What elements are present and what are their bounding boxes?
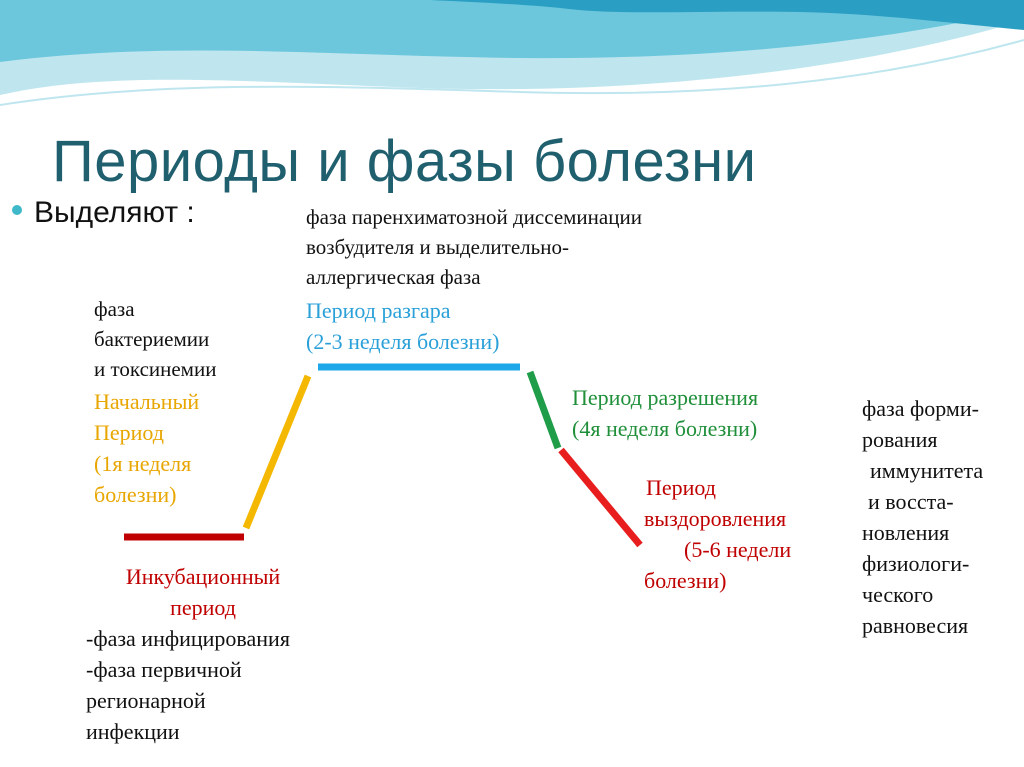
recovery-line-3: (5-6 недели [684,537,792,562]
peak-period-weeks: (2-3 неделя болезни) [306,329,500,354]
bacteremia-phase-text [94,294,216,384]
incubation-line-2: период [170,595,236,620]
immunity-line-3: иммунитета [870,458,984,483]
recovery-line-1: Период [646,475,716,500]
incubation-phase-2: -фаза первичной [86,657,242,682]
immunity-line-4: и восста- [868,489,954,514]
initial-period-label [94,386,199,510]
initial-period-line-1: Начальный [94,389,200,414]
recovery-period-label [644,472,791,596]
resolution-line-1: Период разрешения [572,385,759,410]
peak-phase-line-3: аллергическая фаза [306,265,481,289]
recovery-line-2: выздоровления [644,506,787,531]
incubation-line-1: Инкубационный [125,564,281,589]
immunity-line-1: фаза форми- [862,396,979,421]
incubation-period-label [98,561,308,623]
immunity-line-5: новления [862,520,950,545]
bacteremia-line-1: фаза [94,297,135,321]
immunity-line-2: рования [862,427,938,452]
immunity-phase-text [862,393,983,641]
resolution-line-2: (4я неделя болезни) [572,416,758,441]
peak-phase-line-2: возбудителя и выделительно- [306,235,569,259]
recovery-line-4: болезни) [644,568,727,593]
immunity-line-6: физиологи- [862,551,970,576]
recovery-period-line [561,450,640,545]
incubation-phase-1: -фаза инфицирования [86,626,290,651]
peak-phase-text [306,202,642,292]
immunity-line-8: равновесия [862,613,969,638]
bacteremia-line-3: и токсинемии [94,357,217,381]
incubation-phase-3: регионарной [86,688,206,713]
bacteremia-line-2: бактериемии [94,327,210,351]
immunity-line-7: ческого [862,582,934,607]
peak-phase-line-1: фаза паренхиматозной диссеминации [306,205,642,229]
resolution-period-line [530,372,558,448]
peak-period-name: Период разгара [306,298,451,323]
initial-period-line [246,376,308,528]
page-title: Периоды и фазы болезни [52,129,757,194]
initial-period-line-3: (1я неделя [94,451,192,476]
intro-text: Выделяют : [34,196,195,229]
resolution-period-label [572,382,758,444]
initial-period-line-2: Период [94,420,164,445]
incubation-phases-text [86,623,290,747]
incubation-phase-4: инфекции [86,719,180,744]
peak-period-label [306,295,499,357]
initial-period-line-4: болезни) [94,482,177,507]
